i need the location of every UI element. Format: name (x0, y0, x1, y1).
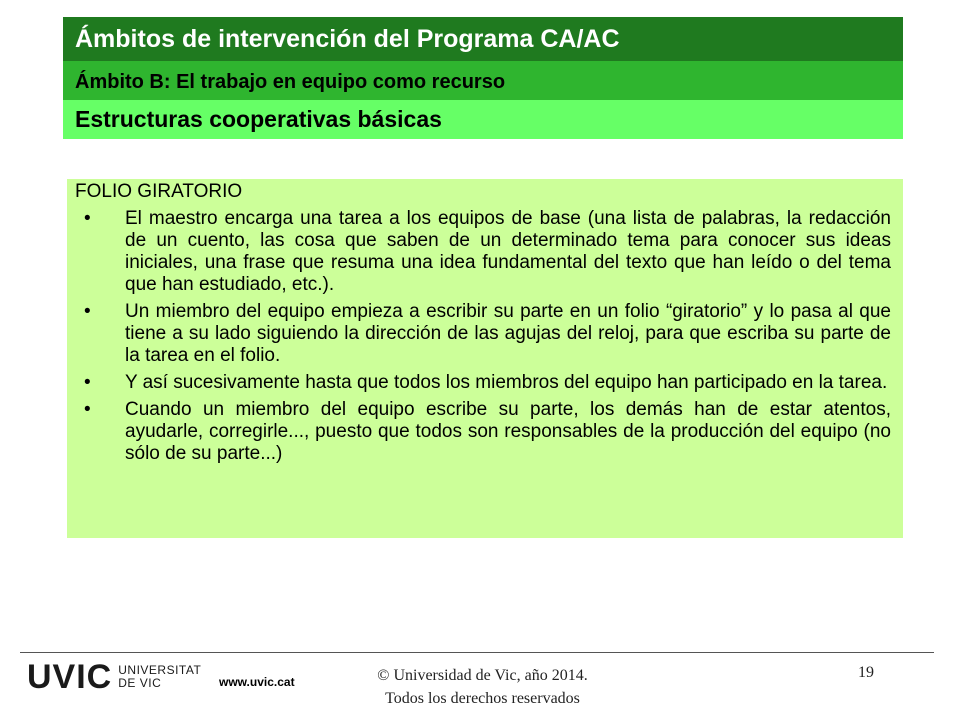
bullet-text: Un miembro del equipo empieza a escribir su parte en un folio “giratorio” y lo pasa al que tiene a su lado siguiendo la dirección de las agujas del reloj, para que escriba su parte de la tarea en el folio. (125, 301, 891, 366)
website-link[interactable]: www.uvic.cat (219, 675, 295, 689)
bullet-item (75, 399, 891, 465)
footer-divider (20, 652, 934, 653)
logo-text (118, 664, 201, 690)
bullet-text: Cuando un miembro del equipo escribe su parte, los demás han de estar atentos, ayudarle, corregirle..., puesto que todos son responsables de la producción del equipo (no sólo de su parte...) (125, 399, 891, 464)
bullet-marker: • (84, 208, 91, 229)
logo-line-1: UNIVERSITAT (118, 663, 202, 677)
bullet-text: El maestro encarga una tarea a los equipos de base (una lista de palabras, la redacción de un cuento, las cosa que saben de un determinado tema para conocer sus ideas iniciales, una frase que resuma una idea fundamental del texto que han leído o del tema que han estudiado, etc.). (125, 208, 891, 295)
bullet-marker: • (84, 372, 91, 393)
bullet-text: Y así sucesivamente hasta que todos los miembros del equipo han participado en la tarea. (125, 372, 888, 393)
bullet-item (75, 208, 891, 296)
copyright-line-1: © Universidad de Vic, año 2014. (377, 667, 588, 684)
section-title: Estructuras cooperativas básicas (63, 100, 903, 139)
content-heading: FOLIO GIRATORIO (75, 181, 243, 202)
page-number: 19 (858, 664, 874, 681)
logo-mark: UVIC (27, 658, 113, 696)
bullet-item (75, 301, 891, 367)
bullet-list (75, 208, 891, 465)
copyright-notice (345, 664, 620, 710)
copyright-line-2: Todos los derechos reservados (385, 690, 580, 707)
bullet-marker: • (84, 301, 91, 322)
content-box (67, 179, 903, 538)
logo-line-2: DE VIC (118, 676, 162, 690)
bullet-item (75, 372, 891, 394)
bullet-marker: • (84, 399, 91, 420)
university-logo (27, 660, 201, 694)
slide-title: Ámbitos de intervención del Programa CA/AC (63, 17, 903, 61)
slide-subtitle: Ámbito B: El trabajo en equipo como recurso (63, 61, 903, 100)
